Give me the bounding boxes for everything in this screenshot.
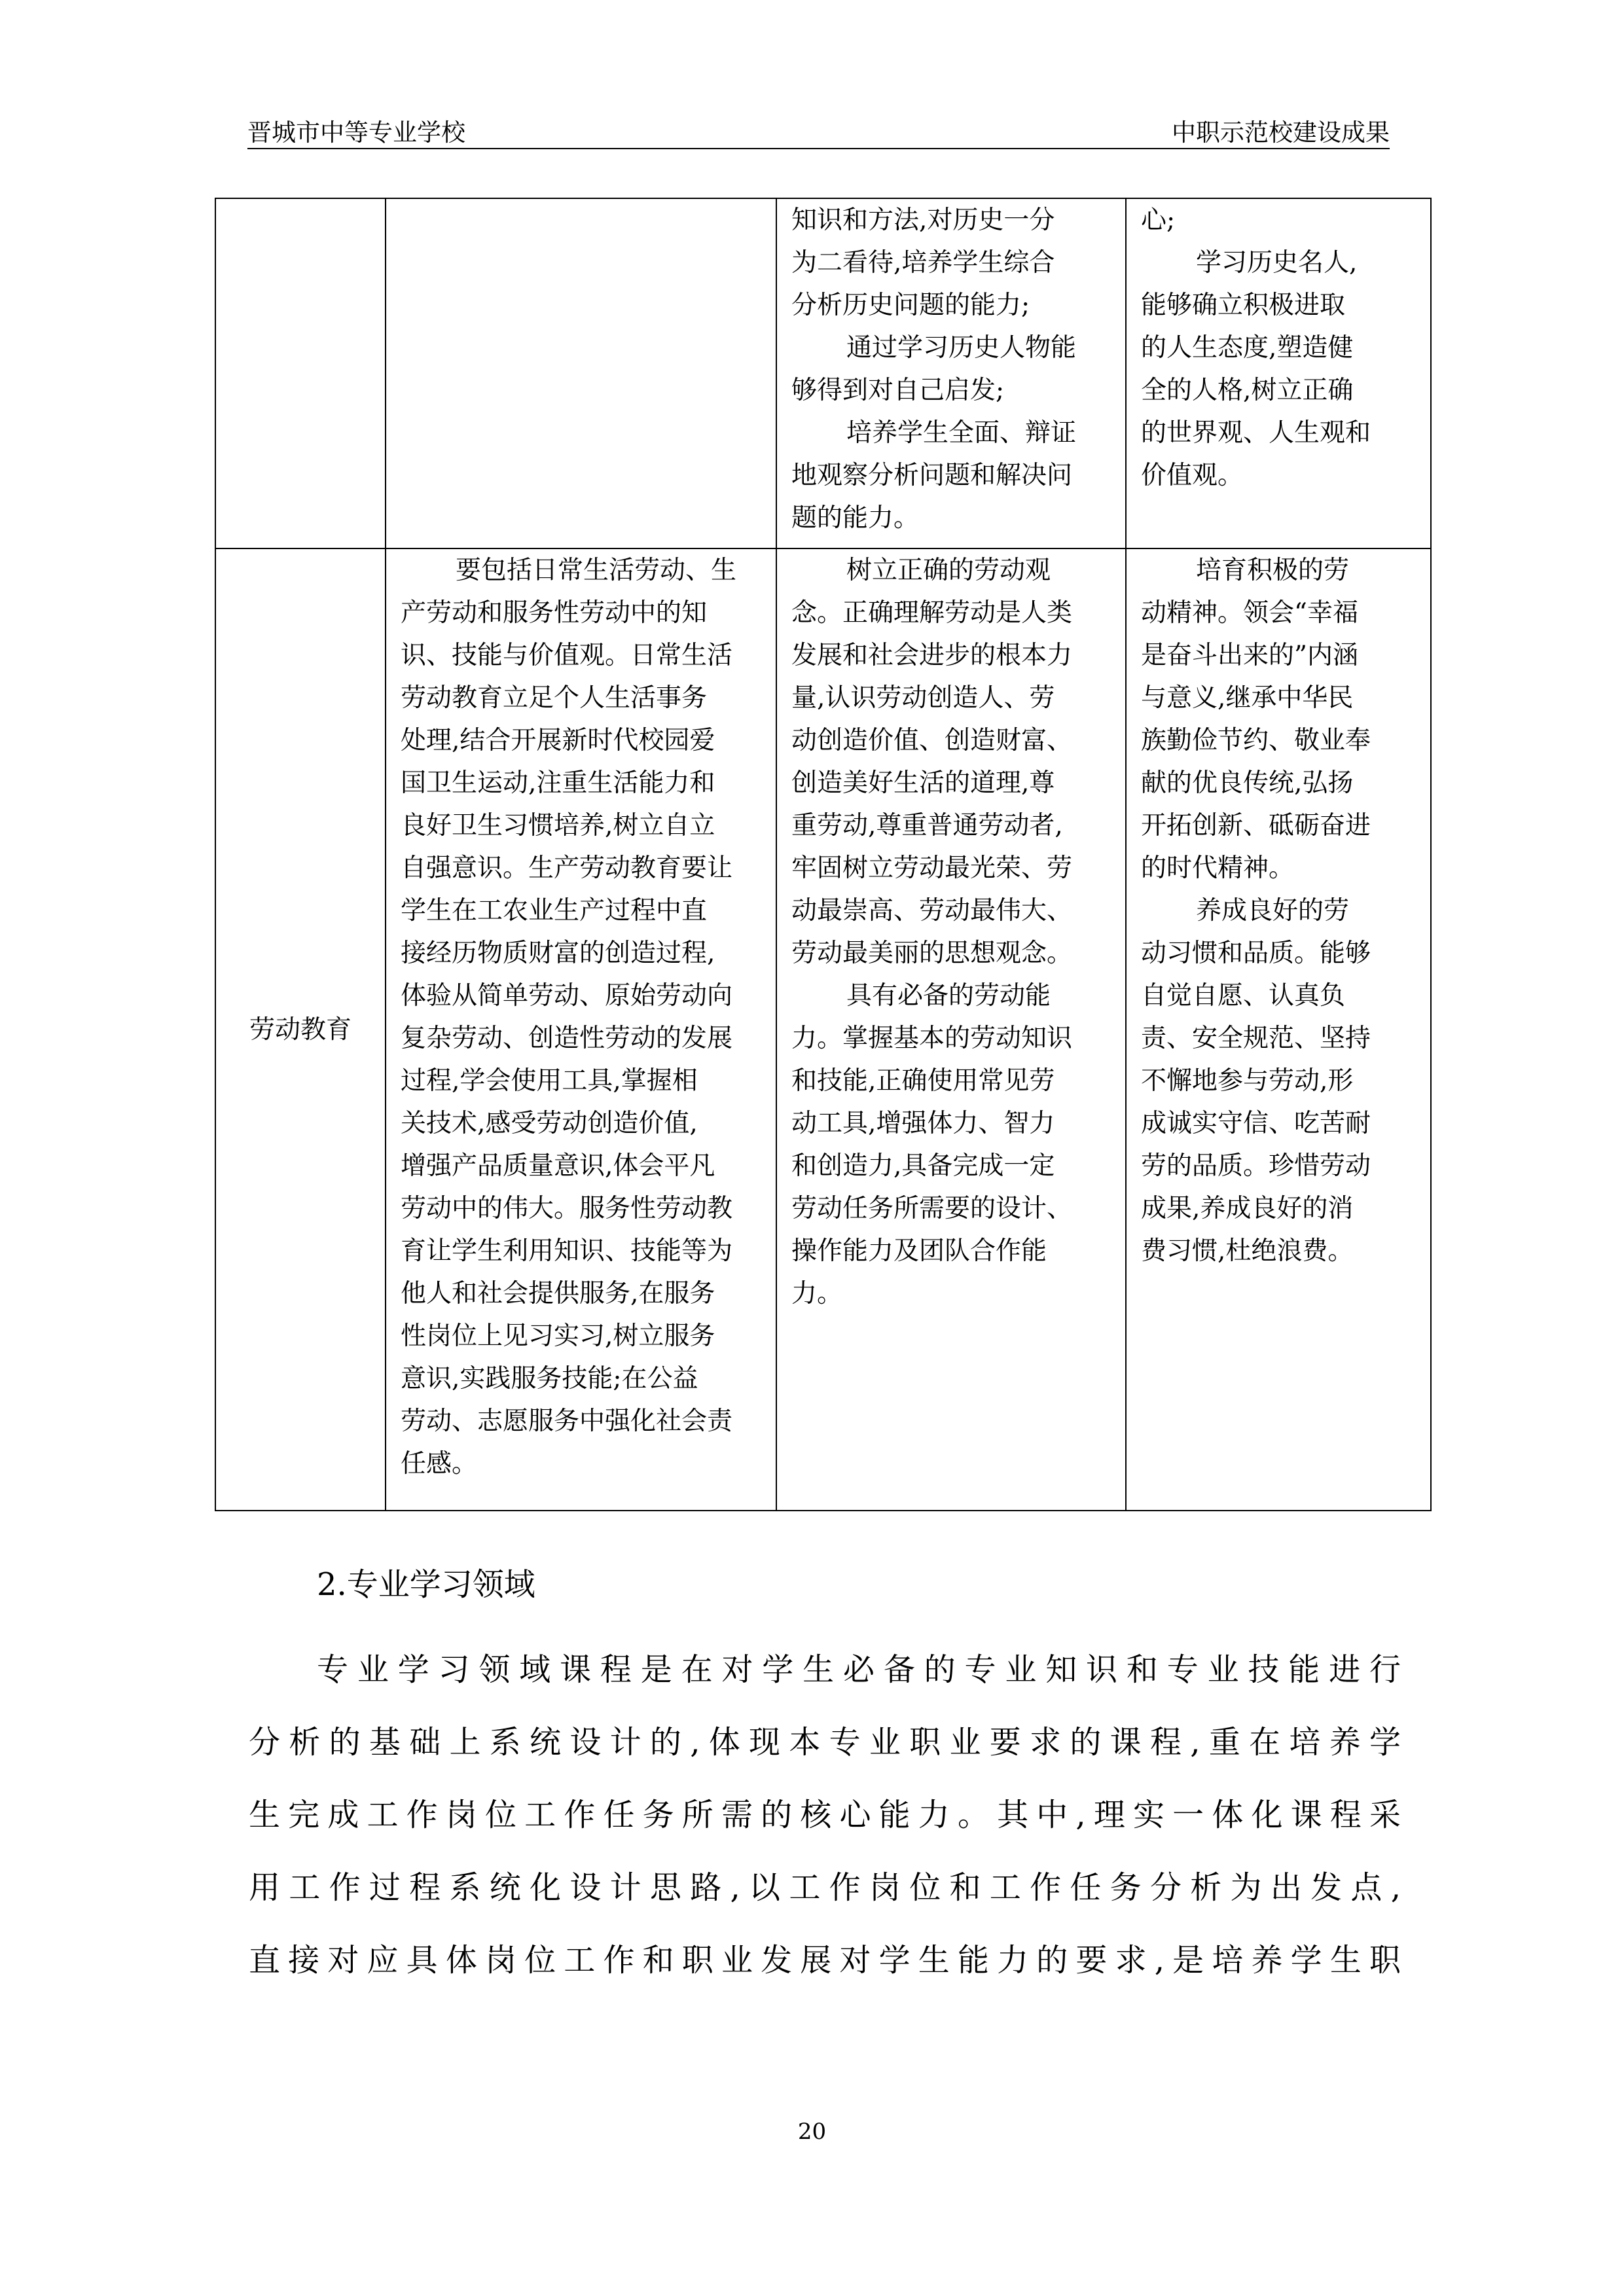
cell-text-line: 自觉自愿、认真负: [1141, 981, 1346, 1011]
cell-text-line: 费习惯,杜绝浪费。: [1141, 1236, 1354, 1266]
cell-text-line: 和创造力,具备完成一定: [791, 1151, 1055, 1181]
curriculum-table: [215, 198, 1432, 1511]
content-cell: [386, 198, 776, 548]
cell-text-line: 培养学生全面、辩证: [846, 418, 1077, 448]
cell-text-line: 树立正确的劳动观: [846, 556, 1051, 585]
table-row-history: [215, 198, 1431, 548]
cell-text-line: 动创造价值、创造财富、: [791, 726, 1073, 755]
paragraph-line: 直接对应具体岗位工作和职业发展对学生能力的要求,是培养学生职: [249, 1942, 1409, 1979]
cell-text-line: 动最崇高、劳动最伟大、: [791, 896, 1073, 925]
cell-text-line: 增强产品质量意识,体会平凡: [401, 1151, 715, 1181]
cell-text-line: 牢固树立劳动最光荣、劳: [791, 853, 1073, 883]
cell-text-line: 能够确立积极进取: [1141, 291, 1346, 320]
cell-text-line: 国卫生运动,注重生活能力和: [401, 768, 715, 798]
cell-text-line: 的人生态度,塑造健: [1141, 333, 1354, 363]
header-report-title: 中职示范校建设成果: [1172, 118, 1390, 147]
cell-text-line: 族勤俭节约、敬业奉: [1141, 726, 1371, 755]
cell-text-line: 的世界观、人生观和: [1141, 418, 1371, 448]
cell-text-line: 任感。: [401, 1449, 478, 1479]
cell-text-line: 产劳动和服务性劳动中的知: [401, 598, 708, 628]
quality-cell: [1126, 548, 1431, 1511]
cell-text-line: 不懈地参与劳动,形: [1141, 1066, 1354, 1096]
cell-text-line: 力。掌握基本的劳动知识: [791, 1024, 1073, 1053]
cell-text-line: 体验从简单劳动、原始劳动向: [401, 981, 733, 1011]
cell-text-line: 开拓创新、砥砺奋进: [1141, 811, 1371, 840]
ability-cell: [776, 548, 1126, 1511]
cell-text-line: 劳的品质。珍惜劳动: [1141, 1151, 1371, 1181]
cell-text-line: 育让学生利用知识、技能等为: [401, 1236, 733, 1266]
cell-text-line: 与意义,继承中华民: [1141, 683, 1354, 713]
paragraph-line: 专业学习领域课程是在对学生必备的专业知识和专业技能进行: [317, 1651, 1410, 1688]
cell-text-line: 处理,结合开展新时代校园爱: [401, 726, 715, 755]
cell-text-line: 性岗位上见习实习,树立服务: [401, 1321, 715, 1351]
section-title: 2.专业学习领域: [317, 1566, 535, 1603]
cell-text-line: 分析历史问题的能力;: [791, 291, 1030, 320]
cell-text-line: 他人和社会提供服务,在服务: [401, 1279, 715, 1308]
cell-text-line: 具有必备的劳动能: [846, 981, 1051, 1011]
cell-text-line: 为二看待,培养学生综合: [791, 248, 1055, 278]
cell-text-line: 知识和方法,对历史一分: [791, 206, 1055, 235]
cell-text-line: 培育积极的劳: [1196, 556, 1350, 585]
cell-text-line: 关技术,感受劳动创造价值,: [401, 1109, 698, 1138]
paragraph-line: 用工作过程系统化设计思路,以工作岗位和工作任务分析为出发点,: [249, 1869, 1410, 1906]
paragraph-line: 生完成工作岗位工作任务所需的核心能力。其中,理实一体化课程采: [249, 1797, 1409, 1833]
cell-text-line: 复杂劳动、创造性劳动的发展: [401, 1024, 733, 1053]
cell-text-line: 劳动、志愿服务中强化社会责: [401, 1407, 733, 1436]
cell-text-line: 动习惯和品质。能够: [1141, 939, 1371, 968]
cell-text-line: 价值观。: [1141, 461, 1244, 490]
cell-text-line: 的时代精神。: [1141, 853, 1295, 883]
cell-text-line: 劳动中的伟大。服务性劳动教: [401, 1194, 733, 1223]
header-school-name: 晋城市中等专业学校: [247, 118, 465, 147]
quality-cell: [1126, 198, 1431, 548]
cell-text-line: 是奋斗出来的”内涵: [1141, 641, 1358, 670]
ability-cell: [776, 198, 1126, 548]
cell-text-line: 自强意识。生产劳动教育要让: [401, 853, 733, 883]
cell-text-line: 心;: [1141, 206, 1176, 235]
category-cell: [215, 198, 386, 548]
cell-text-line: 念。正确理解劳动是人类: [791, 598, 1073, 628]
content-cell: [386, 548, 776, 1511]
cell-text-line: 养成良好的劳: [1196, 896, 1350, 925]
cell-text-line: 力。: [791, 1279, 843, 1308]
page-header: [247, 110, 1390, 149]
cell-text-line: 接经历物质财富的创造过程,: [401, 939, 715, 968]
cell-text-line: 动工具,增强体力、智力: [791, 1109, 1055, 1138]
page-number: 20: [797, 2119, 827, 2145]
cell-text-line: 良好卫生习惯培养,树立自立: [401, 811, 715, 840]
cell-text-line: 要包括日常生活劳动、生: [456, 556, 737, 585]
cell-text-line: 识、技能与价值观。日常生活: [401, 641, 733, 670]
cell-text-line: 学生在工农业生产过程中直: [401, 896, 708, 925]
cell-text-line: 劳动任务所需要的设计、: [791, 1194, 1073, 1223]
cell-text-line: 重劳动,尊重普通劳动者,: [791, 811, 1063, 840]
cell-text-line: 劳动最美丽的思想观念。: [791, 939, 1073, 968]
cell-text-line: 地观察分析问题和解决问: [791, 461, 1073, 490]
category-cell: 劳动教育: [215, 548, 386, 1511]
cell-text-line: 和技能,正确使用常见劳: [791, 1066, 1055, 1096]
cell-text-line: 成诚实守信、吃苦耐: [1141, 1109, 1371, 1138]
cell-text-line: 发展和社会进步的根本力: [791, 641, 1073, 670]
cell-text-line: 成果,养成良好的消: [1141, 1194, 1354, 1223]
cell-text-line: 劳动教育立足个人生活事务: [401, 683, 708, 713]
cell-text-line: 过程,学会使用工具,掌握相: [401, 1066, 698, 1096]
cell-text-line: 量,认识劳动创造人、劳: [791, 683, 1055, 713]
cell-text-line: 责、安全规范、坚持: [1141, 1024, 1371, 1053]
paragraph-line: 分析的基础上系统设计的,体现本专业职业要求的课程,重在培养学: [249, 1724, 1410, 1761]
cell-text-line: 操作能力及团队合作能: [791, 1236, 1047, 1266]
cell-text-line: 动精神。领会“幸福: [1141, 598, 1358, 628]
cell-text-line: 够得到对自己启发;: [791, 376, 1005, 405]
cell-text-line: 学习历史名人,: [1196, 248, 1358, 278]
cell-text-line: 题的能力。: [791, 503, 920, 533]
cell-text-line: 意识,实践服务技能;在公益: [401, 1364, 698, 1393]
cell-text-line: 通过学习历史人物能: [846, 333, 1077, 363]
cell-text-line: 献的优良传统,弘扬: [1141, 768, 1354, 798]
table-row-labor-education: [215, 548, 1431, 1511]
cell-text-line: 创造美好生活的道理,尊: [791, 768, 1055, 798]
cell-text-line: 全的人格,树立正确: [1141, 376, 1354, 405]
